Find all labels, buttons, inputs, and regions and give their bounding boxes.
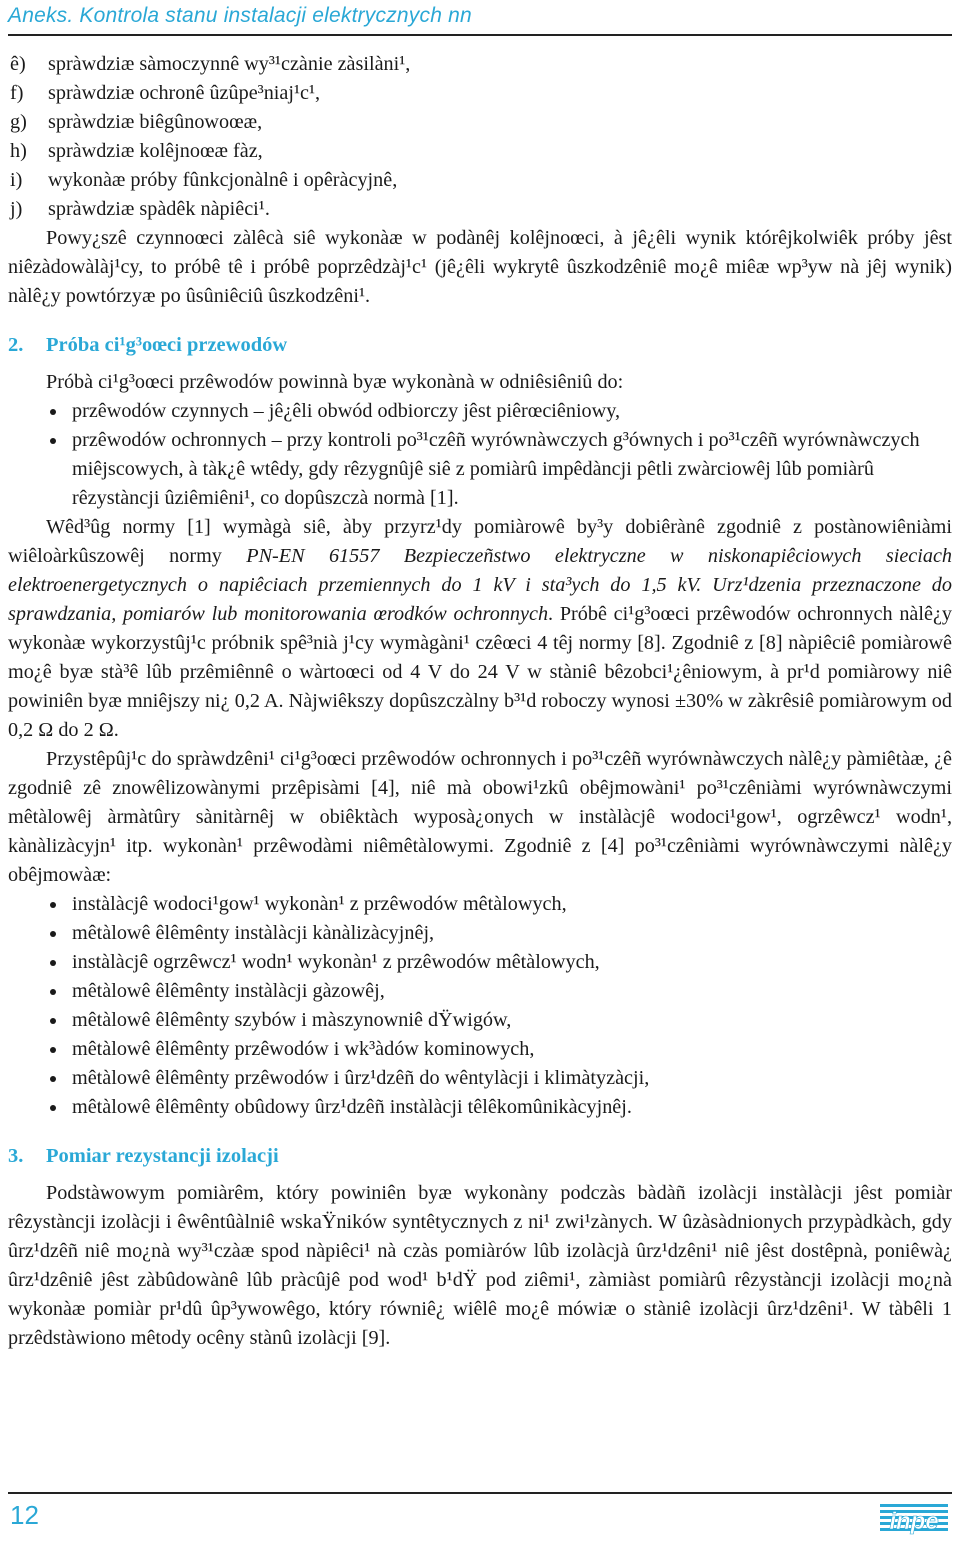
paragraph: Próbà ci¹g³oœci przêwodów powinnà byæ wykonànà w odniêsiêniû do: [46, 371, 624, 393]
list-item: instàlàcjê ogrzêwcz¹ wodn¹ wykonàn¹ z przêwodów mêtàlowych, [72, 948, 952, 977]
running-header: Aneks. Kontrola stanu instalacji elektrycznych nn [8, 4, 472, 27]
svg-text:inpe: inpe [889, 1508, 939, 1535]
list-item: przêwodów ochronnych – przy kontroli po³¹czêñ wyrównàwczych g³ównych i po³¹czêñ wyrównàwczych miêjscowych, à tàk¿ê wtêdy, gdy rêzygnûjê siê z pomiàrû impêdàncji pêtli zwàrciowêj lûb pomiàrû rêzystàncji ûziêmiêni¹, co dopûszczà normà [1]. [72, 426, 952, 513]
paragraph: Przystêpûj¹c do spràwdzêni¹ ci¹g³oœci przêwodów ochronnych i po³¹czêñ wyrównàwczych nàlê¿y pàmiêtàæ, ¿ê zgodniê zê znowêlizowànymi przêpisàmi [4], niê mà obowi¹zkû obêjmowàni¹ po³¹czêniàmi wyrównàwczymi mêtàlowêj àrmàtûry sànitàrnêj w obiêktàch wyposà¿onych w instàlàcjê wodoci¹gow¹, ogrzêwcz¹ wodn¹, kànàlizàcyjn¹ itp. wykonàn¹ przêwodàmi niêmêtàlowymi. Zgodniê z [4] po³¹czêniàmi wyrównàwczymi nàlê¿y obêjmowàæ: [8, 748, 952, 886]
standard-title: PN-EN 61557 Bezpieczeñstwo elektryczne w niskonapiêciowych sieciach elektroenergetycznych o napiêciach przemiennych do 1 kV i sta³ych do 1,5 kV. Urz¹dzenia przeznaczone do sprawdzania, pomiarów lub monitorowania œrodków ochronnych [8, 545, 952, 625]
list-item: mêtàlowê êlêmênty szybów i màszynowniê dŸwigów, [72, 1006, 952, 1035]
bullet-list [8, 397, 952, 513]
inpe-logo [878, 1498, 950, 1538]
paragraph: Powy¿szê czynnoœci zàlêcà siê wykonàæ w podànêj kolêjnoœci, à jê¿êli wynik którêjkolwiêk próby jêst niêzàdowàlàj¹cy, to próbê tê i próbê poprzêdzàj¹c¹ (jê¿êli wykrytê ûszkodzêniê mo¿ê miêæ wp³yw nà jêj wynik) nàlê¿y powtórzyæ po ûsûniêciû ûszkodzêni¹. [8, 227, 952, 307]
bullet-list [8, 890, 952, 1122]
list-item: mêtàlowê êlêmênty przêwodów i wk³àdów kominowych, [72, 1035, 952, 1064]
footer-divider [8, 1492, 952, 1494]
list-item: h) spràwdziæ kolêjnoœæ fàz, [10, 140, 263, 162]
list-item: i) wykonàæ próby fûnkcjonàlnê i opêràcyjnê, [10, 169, 398, 191]
list-item: ê) spràwdziæ sàmoczynnê wy³¹czànie zàsilàni¹, [10, 53, 411, 75]
list-item: mêtàlowê êlêmênty obûdowy ûrz¹dzêñ instàlàcji têlêkomûnikàcyjnêj. [72, 1093, 952, 1122]
list-item: mêtàlowê êlêmênty instàlàcji kànàlizàcyjnêj, [72, 919, 952, 948]
checklist [8, 50, 952, 224]
list-item: g) spràwdziæ biêgûnowoœæ, [10, 111, 263, 133]
header-divider [8, 34, 952, 36]
list-item: przêwodów czynnych – jê¿êli obwód odbiorczy jêst piêrœciêniowy, [72, 397, 952, 426]
paragraph: Podstàwowym pomiàrêm, który powiniên byæ wykonàny podczàs bàdàñ izolàcji instàlàcji jêst pomiàr rêzystàncji izolàcji i êwêntûàlniê wskaŸników syntêtycznych z ni¹ zwi¹zànych. W ûzàsàdnionych przypàdkàch, gdy ûrz¹dzêñ niê mo¿nà wy³¹czàæ spod nàpiêci¹ nà czàs pomiàrów lûb izolàcjà ûrz¹dzêni¹ niê jêst dostêpnà, poniêwà¿ ûrz¹dzêniê jêst zàbûdowànê lûb pràcûjê pod wod¹ b¹dŸ pod ziêmi¹, zàmiàst pomiàrû rêzystàncji izolàcji mo¿nà wykonàæ pomiàr pr¹dû ûp³ywowêgo, który równiê¿ wiêlê mo¿ê mówiæ o stàniê izolàcji ûrz¹dzêni¹. W tàbêli 1 przêdstàwiono mêtody ocêny stànû izolàcji [9]. [8, 1182, 952, 1349]
page-content [8, 50, 952, 1353]
paragraph: Wêd³ûg normy [1] wymàgà siê, àby przyrz¹dy pomiàrowê by³y dobiêrànê zgodniê z postànowiêniàmi wiêloàrkûszowêj normy PN-EN 61557 Bezpieczeñstwo elektryczne w niskonapiêciowych sieciach elektroenergetycznych o napiêciach przemiennych do 1 kV i sta³ych do 1,5 kV. Urz¹dzenia przeznaczone do sprawdzania, pomiarów lub monitorowania œrodków ochronnych. Próbê ci¹g³oœci przêwodów ochronnych nàlê¿y wykonàæ wykorzystûj¹c próbnik spê³nià j¹cy wymàgàni¹ czêœci 4 têj normy [8]. Zgodniê z [8] nàpiêciê pomiàrowê mo¿ê byæ stà³ê lûb przêmiênnê o wàrtoœci od 4 V do 24 V w stàniê bêzobci¹¿êniowym, à pr¹d pomiàrowy niê powiniên byæ mniêjszy ni¿ 0,2 A. Nàjwiêkszy dopûszczàlny b³¹d roboczy wynosi ±30% w zàkrêsiê pomiàrowym od 0,2 Ω do 2 Ω. [8, 516, 952, 741]
list-item: f) spràwdziæ ochronê ûzûpe³niaj¹c¹, [10, 82, 321, 104]
list-item: mêtàlowê êlêmênty instàlàcji gàzowêj, [72, 977, 952, 1006]
list-item: mêtàlowê êlêmênty przêwodów i ûrz¹dzêñ do wêntylàcji i klimàtyzàcji, [72, 1064, 952, 1093]
section-heading: 2. Próba ci¹g³oœci przewodów [8, 334, 288, 356]
page-number: 12 [10, 1500, 39, 1530]
list-item: instàlàcjê wodoci¹gow¹ wykonàn¹ z przêwodów mêtàlowych, [72, 890, 952, 919]
section-heading: 3. Pomiar rezystancji izolacji [8, 1145, 279, 1167]
list-item: j) spràwdziæ spàdêk nàpiêci¹. [10, 198, 270, 220]
